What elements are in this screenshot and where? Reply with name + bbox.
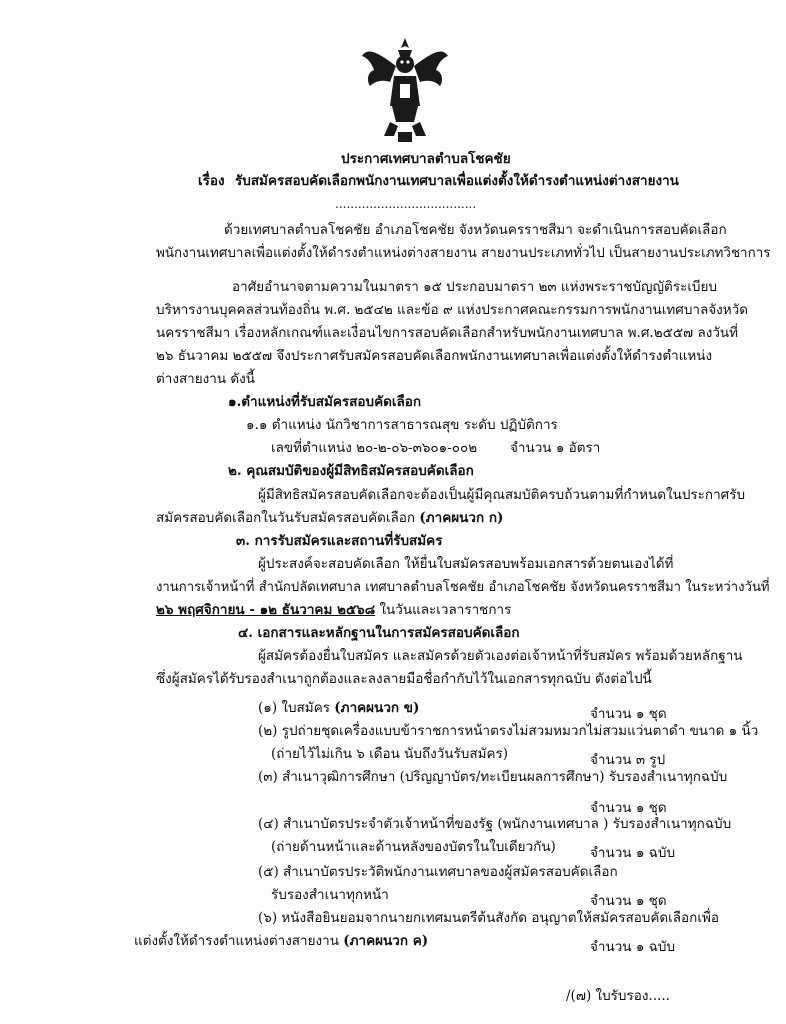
section-3-line-3: ๒๖ พฤศจิกายน - ๑๒ ธันวาคม ๒๕๖๘ ในวันและเวลาราชการ	[156, 602, 512, 618]
appendix-a-ref: (ภาคผนวก ก)	[419, 510, 504, 526]
doc-item-4: (๔) สำเนาบัตรประจำตัวเจ้าหน้าที่ของรัฐ (พนักงานเทศบาล ) รับรองสำเนาทุกฉบับ	[258, 816, 732, 832]
application-dates: ๒๖ พฤศจิกายน - ๑๒ ธันวาคม ๒๕๖๘	[156, 602, 376, 618]
section-2-heading: ๒. คุณสมบัติของผู้มีสิทธิสมัครสอบคัดเลือก	[228, 463, 474, 479]
section-4-line-2: ซึ่งผู้สมัครได้รับรองสำเนาถูกต้องและลงลายมือชื่อกำกับไว้ในเอกสารทุกฉบับ ดังต่อไปนี้	[156, 671, 652, 687]
announcement-subject: รับสมัครสอบคัดเลือกพนักงานเทศบาลเพื่อแต่งตั้งให้ดำรงตำแหน่งต่างสายงาน	[235, 173, 679, 189]
appendix-c-ref: (ภาคผนวก ค)	[343, 933, 429, 949]
doc-item-4-amount: จำนวน ๑ ฉบับ	[590, 845, 676, 861]
authority-line-4: ๒๖ ธันวาคม ๒๕๕๗ จึงประกาศรับสมัครสอบคัดเลือกพนักงานเทศบาลเพื่อแต่งตั้งให้ดำรงตำแหน่ง	[156, 348, 713, 364]
section-2-line-2: สมัครสอบคัดเลือกในวันรับสมัครสอบคัดเลือก (ภาคผนวก ก)	[156, 510, 504, 526]
doc-item-1-amount: จำนวน ๑ ชุด	[590, 706, 667, 722]
authority-line-2: บริหารงานบุคคลส่วนท้องถิ่น พ.ศ. ๒๕๔๒ และข้อ ๙ แห่งประกาศคณะกรรมการพนักงานเทศบาลจังหวัด	[156, 302, 749, 318]
announcement-org: ประกาศเทศบาลตำบลโชคชัย	[341, 151, 511, 167]
doc-item-3-amount: จำนวน ๑ ชุด	[590, 800, 667, 816]
doc-item-5-cont: รับรองสำเนาทุกหน้า	[271, 887, 389, 903]
intro-line-1: ด้วยเทศบาลตำบลโชคชัย อำเภอโชคชัย จังหวัดนครราชสีมา จะดำเนินการสอบคัดเลือก	[224, 222, 727, 238]
authority-line-5: ต่างสายงาน ดังนี้	[156, 371, 255, 387]
doc-item-3: (๓) สำเนาวุฒิการศึกษา (ปริญญาบัตร/ทะเบียนผลการศึกษา) รับรองสำเนาทุกฉบับ	[258, 769, 728, 785]
title-dots: .....................................	[335, 197, 477, 211]
section-3-line-2: งานการเจ้าหน้าที่ สำนักปลัดเทศบาล เทศบาลตำบลโชคชัย อำเภอโชคชัย จังหวัดนครราชสีมา ในระหว่างวันที่	[156, 579, 770, 595]
doc-item-2-cont: (ถ่ายไว้ไม่เกิน ๖ เดือน นับถึงวันรับสมัคร)	[271, 746, 509, 762]
section-3-heading: ๓. การรับสมัครและสถานที่รับสมัคร	[236, 533, 443, 549]
authority-line-1: อาศัยอำนาจตามความในมาตรา ๑๕ ประกอบมาตรา ๒๓ แห่งพระราชบัญญัติระเบียบ	[232, 279, 717, 295]
doc-item-6-amount: จำนวน ๑ ฉบับ	[590, 939, 676, 955]
doc-item-2-amount: จำนวน ๓ รูป	[590, 752, 666, 768]
section-4-heading: ๔. เอกสารและหลักฐานในการสมัครสอบคัดเลือก	[238, 625, 520, 641]
subject-label: เรื่อง	[198, 173, 225, 189]
section-1-heading: ๑.ตำแหน่งที่รับสมัครสอบคัดเลือก	[228, 394, 422, 410]
section-4-line-1: ผู้สมัครต้องยื่นใบสมัคร และสมัครด้วยตัวเองต่อเจ้าหน้าที่รับสมัคร พร้อมด้วยหลักฐาน	[258, 648, 743, 664]
authority-line-3: นครราชสีมา เรื่องหลักเกณฑ์และเงื่อนไขการสอบคัดเลือกสำหรับพนักงานเทศบาล พ.ศ.๒๕๕๗ ลงวันที่	[156, 325, 739, 341]
doc-item-6-cont: แต่งตั้งให้ดำรงตำแหน่งต่างสายงาน (ภาคผนวก ค)	[134, 933, 429, 949]
position-number: เลขที่ตำแหน่ง ๒๐-๒-๐๖-๓๖๐๑-๐๐๒	[271, 440, 478, 456]
doc-item-5: (๕) สำเนาบัตรประวัติพนักงานเทศบาลของผู้สมัครสอบคัดเลือก	[258, 864, 618, 880]
doc-item-1: (๑) ใบสมัคร (ภาคผนวก ข)	[258, 700, 420, 716]
position-item: ๑.๑ ตำแหน่ง นักวิชาการสาธารณสุข ระดับ ปฏิบัติการ	[246, 417, 558, 433]
garuda-emblem-icon	[360, 36, 450, 144]
doc-item-4-cont: (ถ่ายด้านหน้าและด้านหลังของบัตรในใบเดียวกัน)	[271, 839, 556, 855]
section-2-line-1: ผู้มีสิทธิสมัครสอบคัดเลือกจะต้องเป็นผู้มีคุณสมบัติครบถ้วนตามที่กำหนดในประกาศรับ	[258, 487, 746, 503]
intro-line-2: พนักงานเทศบาลเพื่อแต่งตั้งให้ดำรงตำแหน่งต่างสายงาน สายงานประเภททั่วไป เป็นสายงานประเภทวิชาการ	[156, 245, 771, 261]
doc-item-2: (๒) รูปถ่ายชุดเครื่องแบบข้าราชการหน้าตรงไม่สวมหมวกไม่สวมแว่นตาดำ ขนาด ๑ นิ้ว	[258, 723, 759, 739]
section-3-line-1: ผู้ประสงค์จะสอบคัดเลือก ให้ยื่นใบสมัครสอบพร้อมเอกสารด้วยตนเองได้ที่	[258, 556, 674, 572]
doc-item-5-amount: จำนวน ๑ ชุด	[590, 893, 667, 909]
continued-marker: /(๗) ใบรับรอง.....	[566, 988, 670, 1004]
position-count: จำนวน ๑ อัตรา	[510, 440, 601, 456]
doc-item-6: (๖) หนังสือยินยอมจากนายกเทศมนตรีต้นสังกัด อนุญาตให้สมัครสอบคัดเลือกเพื่อ	[258, 910, 719, 926]
